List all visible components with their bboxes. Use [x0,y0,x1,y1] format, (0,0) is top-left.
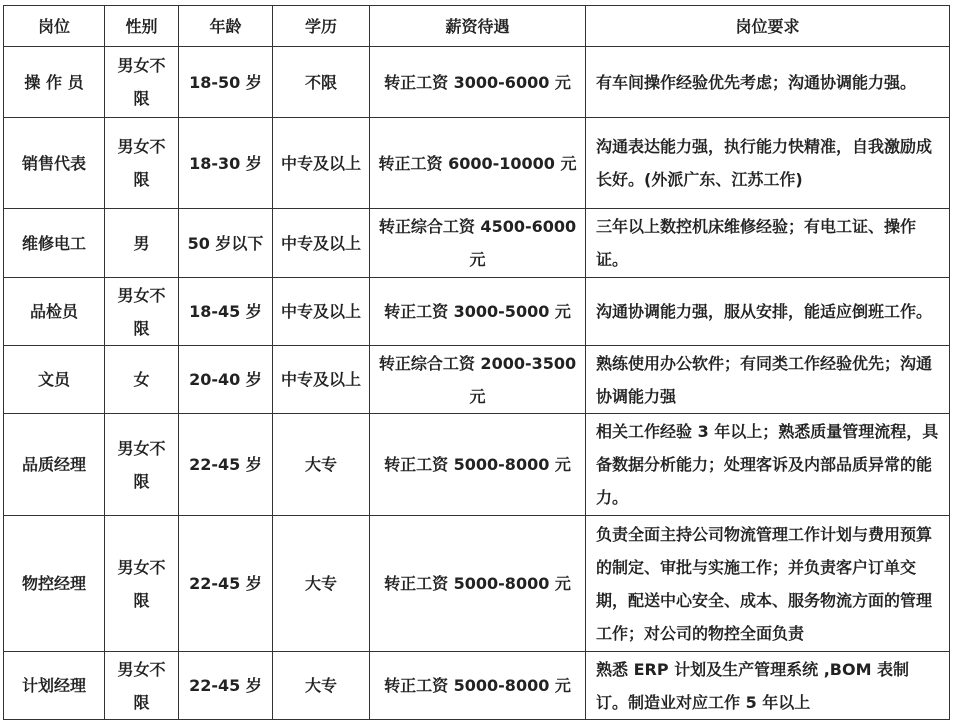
header-gender: 性别 [105,6,179,47]
requirements-cell: 三年以上数控机床维修经验；有电工证、操作证。 [586,209,950,278]
header-age: 年龄 [179,6,273,47]
table-row [4,209,950,278]
position-cell: 计划经理 [4,652,105,720]
age-cell: 22-45 岁 [179,414,273,516]
age-cell: 18-45 岁 [179,278,273,346]
education-cell: 大专 [273,516,370,652]
requirements-cell: 相关工作经验 3 年以上；熟悉质量管理流程，具备数据分析能力；处理客诉及内部品质异常的能力。 [586,414,950,516]
salary-cell: 转正工资 5000-8000 元 [370,414,586,516]
requirements-cell: 熟练使用办公软件；有同类工作经验优先；沟通协调能力强 [586,346,950,414]
age-cell: 18-30 岁 [179,118,273,209]
gender-cell: 男女不限 [105,516,179,652]
salary-cell: 转正综合工资 2000-3500 元 [370,346,586,414]
requirements-cell: 有车间操作经验优先考虑；沟通协调能力强。 [586,47,950,118]
salary-cell: 转正工资 5000-8000 元 [370,516,586,652]
table-row [4,516,950,652]
requirements-cell: 熟悉 ERP 计划及生产管理系统 ,BOM 表制订。制造业对应工作 5 年以上 [586,652,950,720]
position-cell: 物控经理 [4,516,105,652]
salary-cell: 转正综合工资 4500-6000 元 [370,209,586,278]
education-cell: 大专 [273,414,370,516]
position-cell: 品检员 [4,278,105,346]
age-cell: 20-40 岁 [179,346,273,414]
position-cell: 品质经理 [4,414,105,516]
gender-cell: 男 [105,209,179,278]
gender-cell: 男女不限 [105,47,179,118]
salary-cell: 转正工资 3000-6000 元 [370,47,586,118]
age-cell: 18-50 岁 [179,47,273,118]
header-salary: 薪资待遇 [370,6,586,47]
table-row [4,346,950,414]
requirements-cell: 负责全面主持公司物流管理工作计划与费用预算的制定、审批与实施工作；并负责客户订单交期，配送中心安全、成本、服务物流方面的管理工作；对公司的物控全面负责 [586,516,950,652]
gender-cell: 女 [105,346,179,414]
gender-cell: 男女不限 [105,278,179,346]
position-cell: 文员 [4,346,105,414]
education-cell: 大专 [273,652,370,720]
table-row [4,278,950,346]
age-cell: 22-45 岁 [179,652,273,720]
age-cell: 50 岁以下 [179,209,273,278]
recruitment-table [3,5,950,720]
table-row [4,414,950,516]
salary-cell: 转正工资 3000-5000 元 [370,278,586,346]
requirements-cell: 沟通表达能力强，执行能力快精准，自我激励成长好。(外派广东、江苏工作) [586,118,950,209]
gender-cell: 男女不限 [105,118,179,209]
education-cell: 中专及以上 [273,118,370,209]
position-cell: 操 作 员 [4,47,105,118]
position-cell: 维修电工 [4,209,105,278]
gender-cell: 男女不限 [105,652,179,720]
gender-cell: 男女不限 [105,414,179,516]
requirements-cell: 沟通协调能力强，服从安排，能适应倒班工作。 [586,278,950,346]
education-cell: 中专及以上 [273,346,370,414]
header-requirements: 岗位要求 [586,6,950,47]
table-row [4,118,950,209]
header-position: 岗位 [4,6,105,47]
table-row [4,652,950,720]
education-cell: 中专及以上 [273,209,370,278]
salary-cell: 转正工资 5000-8000 元 [370,652,586,720]
position-cell: 销售代表 [4,118,105,209]
header-education: 学历 [273,6,370,47]
education-cell: 不限 [273,47,370,118]
table-row [4,47,950,118]
salary-cell: 转正工资 6000-10000 元 [370,118,586,209]
education-cell: 中专及以上 [273,278,370,346]
age-cell: 22-45 岁 [179,516,273,652]
header-row [4,6,950,47]
